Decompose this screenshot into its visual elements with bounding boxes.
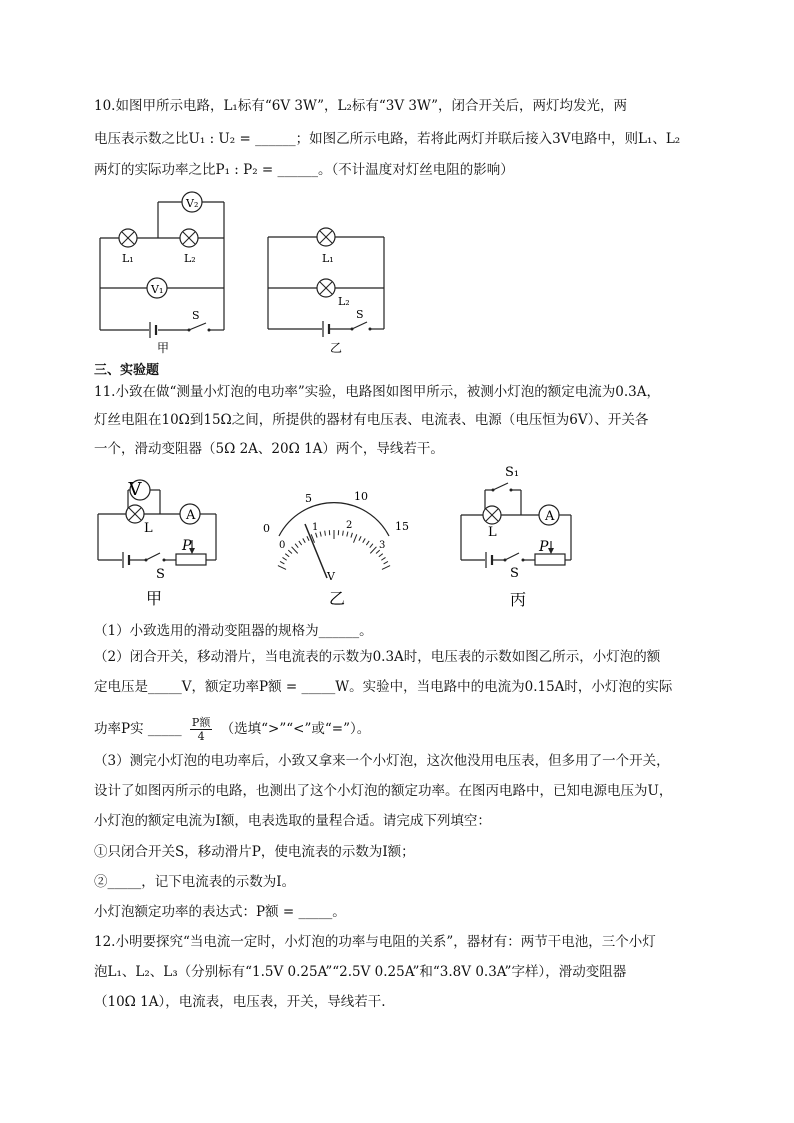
dial-tick	[285, 554, 289, 557]
caption-jia: 甲	[157, 341, 170, 355]
q12-line-1: 12.小明要探究“当电流一定时，小灯泡的功率与电阻的关系”，器材有：两节干电池，三个小灯	[94, 934, 656, 950]
section-heading: 三、实验题	[94, 363, 160, 378]
q10-circuit-jia	[94, 190, 234, 355]
dial-tick	[366, 541, 369, 545]
dial-tick	[359, 536, 361, 540]
dial-tick	[370, 544, 373, 548]
dial-tick	[295, 544, 298, 548]
caption-yi: 乙	[330, 341, 343, 355]
q10-line-1: 10.如图甲所示电路，L₁标有“6V 3W”，L₂标有“3V 3W”，闭合开关后，两灯均发光，两	[94, 98, 628, 114]
caption-jia: 甲	[146, 589, 163, 608]
rheostat-icon	[535, 554, 565, 565]
dial-tick	[363, 538, 366, 542]
dial-tick	[320, 532, 321, 537]
switch-s1-icon	[493, 483, 508, 490]
q10-circuit-yi	[262, 225, 392, 355]
label-a: A	[186, 508, 196, 523]
label-l: L	[144, 521, 153, 536]
switch-icon	[146, 553, 160, 560]
q10-line-2: 电压表示数之比U₁ : U₂ = ______；如图乙所示电路，若将此两灯并联后接入3V电路中，则L₁、L₂	[94, 131, 681, 147]
dial-tick	[299, 541, 302, 545]
caption-bing: 丙	[510, 590, 527, 609]
dial-tick	[325, 531, 326, 536]
q11-circuit-jia	[94, 472, 234, 612]
q11-step-2: ②_____，记下电流表的示数为I。	[94, 874, 296, 890]
q11-step-1: ①只闭合开关S，移动滑片P，使电流表的示数为I额；	[94, 844, 415, 860]
dial-bottom-tick-0: 0	[279, 540, 286, 551]
dial-label-v: V	[327, 570, 335, 583]
label-l2: L₂	[338, 295, 350, 308]
q11-voltmeter-dial	[255, 480, 415, 610]
dial-top-tick-15: 15	[395, 520, 409, 533]
rheostat-icon	[176, 554, 206, 565]
switch-icon	[352, 322, 367, 329]
dial-tick	[381, 557, 385, 560]
label-p: P	[182, 538, 192, 554]
fraction-suffix: （选填“>”“<”或“=”）。	[220, 721, 371, 737]
fraction-denominator: 4	[197, 730, 205, 743]
q11-expression: 小灯泡额定功率的表达式：P额 = _____。	[94, 904, 346, 920]
label-s1: S₁	[505, 465, 520, 480]
q11-part-3-line-2: 设计了如图丙所示的电路，也测出了这个小灯泡的额定功率。在图丙电路中，已知电源电压为U，	[94, 783, 673, 799]
dial-tick	[343, 531, 344, 536]
dial-tick	[351, 533, 352, 538]
label-l1: L₁	[122, 252, 134, 265]
dial-bottom-tick-1: 1	[312, 522, 319, 533]
dial-tick	[288, 550, 292, 553]
q12-line-3: （10Ω 1A），电流表，电压表，开关，导线若干.	[94, 994, 386, 1010]
label-l: L	[488, 525, 497, 540]
caption-yi: 乙	[329, 589, 346, 608]
dial-tick	[382, 566, 390, 570]
q11-line-3: 一个，滑动变阻器（5Ω 2A、20Ω 1A）两个，导线若干。	[94, 441, 444, 457]
dial-tick	[307, 536, 309, 540]
q12-line-2: 泡L₁、L₂、L₃（分别标有“1.5V 0.25A”“2.5V 0.25A”和“3.8V 0.3A”字样），滑动变阻器	[94, 964, 627, 980]
dial-tick	[316, 533, 317, 538]
label-a: A	[545, 509, 555, 524]
dial-bottom-tick-3: 3	[379, 540, 386, 551]
dial-tick	[347, 532, 348, 537]
q11-part-2-line-3	[94, 716, 370, 743]
label-v1: V₁	[151, 283, 164, 296]
dial-tick	[292, 547, 298, 554]
fraction-p-over-4	[190, 716, 212, 743]
dial-tick	[283, 557, 287, 560]
dial-tick	[303, 538, 306, 542]
q10-line-3: 两灯的实际功率之比P₁ : P₂ = ______。（不计温度对灯丝电阻的影响）	[94, 162, 514, 178]
fraction-numerator: P额	[191, 716, 211, 729]
q11-circuit-bing	[455, 460, 585, 610]
label-s: S	[356, 308, 364, 321]
label-l1: L₁	[322, 252, 334, 265]
dial-tick	[278, 566, 286, 570]
q11-line-1: 11.小致在做“测量小灯泡的电功率”实验，电路图如图甲所示，被测小灯泡的额定电流为0.3A，	[94, 384, 660, 400]
label-v2: V₂	[186, 197, 199, 210]
label-s: S	[510, 566, 519, 581]
q11-part-1: （1）小致选用的滑动变阻器的规格为______。	[94, 623, 373, 639]
q11-part-2-line-2: 定电压是_____V，额定功率P额 = _____W。实验中，当电路中的电流为0.15A时，小灯泡的实际	[94, 679, 673, 695]
label-s: S	[156, 567, 165, 582]
fraction-prefix: 功率P实 _____	[94, 721, 182, 737]
switch-icon	[189, 323, 206, 330]
dial-top-tick-5: 5	[305, 492, 312, 505]
label-l2: L₂	[184, 252, 196, 265]
dial-tick	[354, 534, 357, 542]
dial-tick	[384, 561, 388, 563]
dial-bottom-tick-2: 2	[346, 520, 353, 531]
q11-part-3-line-3: 小灯泡的额定电流为I额，电表选取的量程合适。请完成下列填空：	[94, 813, 491, 829]
dial-tick	[379, 554, 383, 557]
dial-tick	[370, 547, 376, 554]
q11-line-2: 灯丝电阻在10Ω到15Ω之间，所提供的器材有电压表、电流表、电源（电压恒为6V）、开关各	[94, 412, 649, 428]
label-p: P	[539, 539, 549, 555]
label-s: S	[192, 309, 200, 322]
q11-part-3-line-1: （3）测完小灯泡的电功率后，小致又拿来一个小灯泡，这次他没用电压表，但多用了一个开关，	[94, 753, 670, 769]
dial-top-tick-10: 10	[354, 490, 368, 503]
dial-tick	[280, 561, 284, 563]
switch-s-icon	[505, 553, 519, 560]
dial-top-tick-0: 0	[263, 522, 270, 535]
q11-part-2-line-1: （2）闭合开关，移动滑片，当电流表的示数为0.3A时，电压表的示数如图乙所示，小灯泡的额	[94, 649, 661, 665]
label-v: V	[128, 479, 142, 500]
